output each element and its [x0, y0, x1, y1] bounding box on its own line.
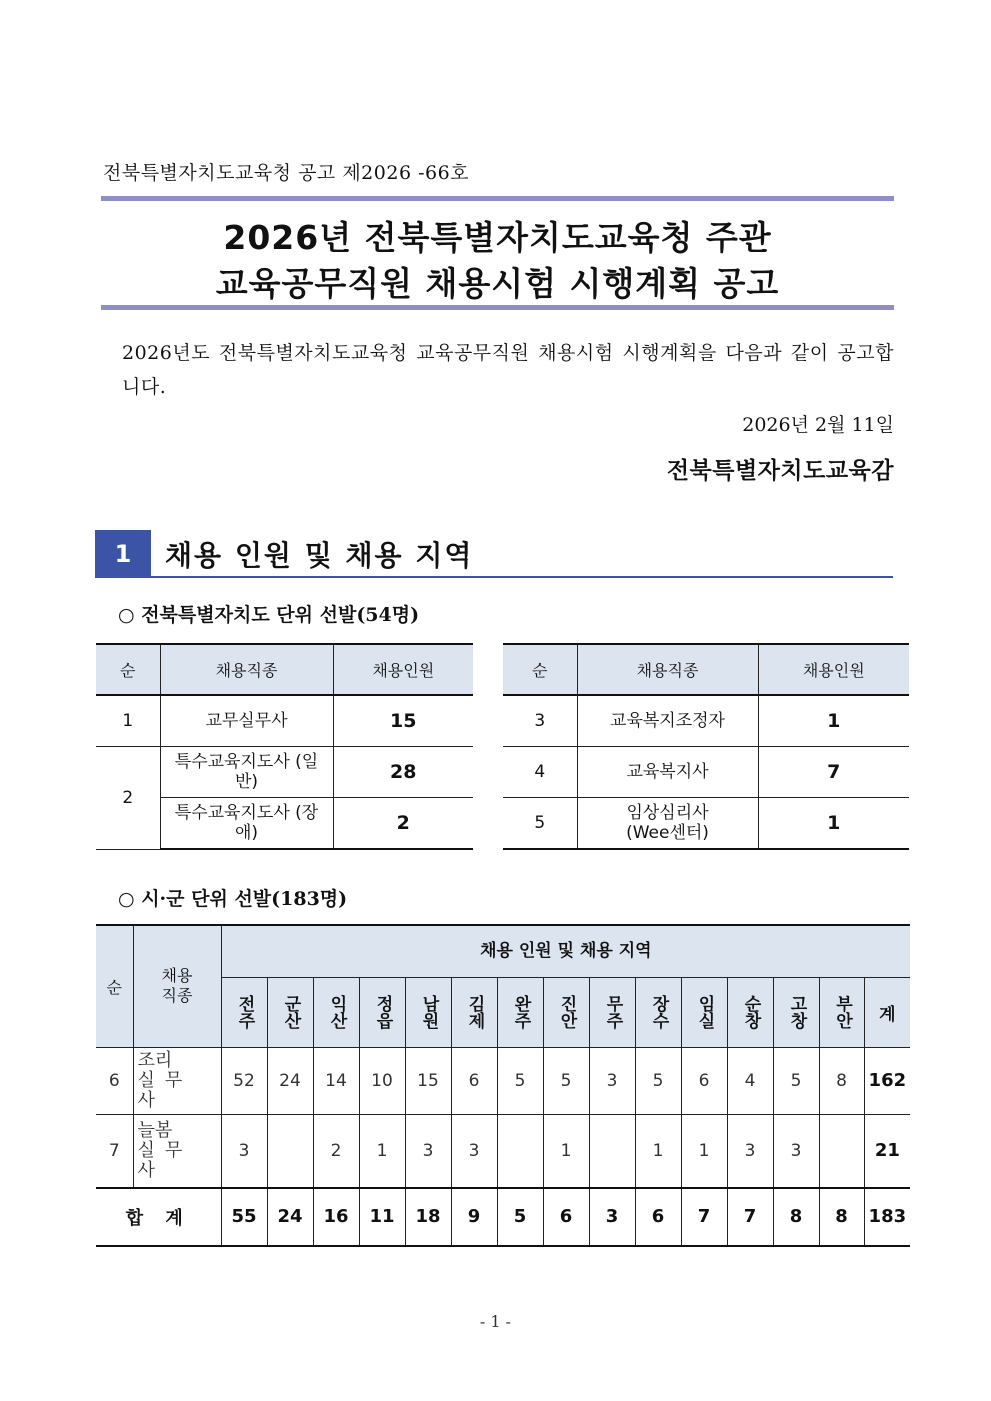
row-job — [133, 1114, 221, 1188]
row-count: 1 — [758, 798, 909, 850]
region-value: 3 — [727, 1114, 773, 1188]
sum-value: 18 — [405, 1188, 451, 1246]
region-value: 15 — [405, 1047, 451, 1114]
row-job — [133, 1047, 221, 1114]
region-header: 무주 — [589, 977, 635, 1047]
row-count: 28 — [333, 747, 473, 798]
region-value — [819, 1114, 864, 1188]
top-rule — [101, 196, 894, 201]
city-heading: ○ 시·군 단위 선발(183명) — [118, 888, 348, 910]
row-total: 162 — [864, 1047, 910, 1114]
region-value — [589, 1114, 635, 1188]
job-label-b: 실무사 — [137, 1139, 193, 1181]
row-job: 임상심리사 (Wee센터) — [577, 798, 758, 850]
row-no: 3 — [503, 695, 577, 747]
region-header: 진안 — [543, 977, 589, 1047]
region-value: 5 — [635, 1047, 681, 1114]
table-row — [503, 695, 909, 747]
job-label-a: 늘봄 — [137, 1119, 173, 1141]
region-header: 정읍 — [359, 977, 405, 1047]
sum-value: 8 — [773, 1188, 819, 1246]
sum-value: 55 — [221, 1188, 267, 1246]
job-label-top — [138, 1051, 217, 1071]
region-value — [267, 1114, 313, 1188]
region-header: 고창 — [773, 977, 819, 1047]
region-value: 3 — [773, 1114, 819, 1188]
sum-row — [96, 1188, 910, 1246]
row-count: 15 — [333, 695, 473, 747]
region-value: 3 — [451, 1114, 497, 1188]
region-value: 8 — [819, 1047, 864, 1114]
province-heading: ○ 전북특별자치도 단위 선발(54명) — [118, 604, 420, 626]
region-value: 6 — [681, 1047, 727, 1114]
row-job: 교육복지조정자 — [577, 695, 758, 747]
region-value: 5 — [773, 1047, 819, 1114]
region-value: 14 — [313, 1047, 359, 1114]
region-value: 24 — [267, 1047, 313, 1114]
region-header: 임실 — [681, 977, 727, 1047]
signer: 전북특별자치도교육감 — [666, 457, 894, 484]
table-row — [96, 1114, 910, 1188]
section-underline — [151, 576, 893, 578]
sum-value: 9 — [451, 1188, 497, 1246]
region-value: 5 — [543, 1047, 589, 1114]
row-total: 21 — [864, 1114, 910, 1188]
region-value: 3 — [589, 1047, 635, 1114]
sum-value: 6 — [543, 1188, 589, 1246]
section-title: 채용 인원 및 채용 지역 — [165, 539, 474, 572]
region-header: 남원 — [405, 977, 451, 1047]
city-table — [96, 924, 910, 1247]
intro-text: 2026년도 전북특별자치도교육청 교육공무직원 채용시험 시행계획을 다음과 같이 공고합니다. — [122, 342, 894, 398]
row-job: 특수교육지도사 (장애) — [160, 798, 333, 850]
col-header-group: 채용 인원 및 채용 지역 — [221, 925, 910, 977]
region-header: 김제 — [451, 977, 497, 1047]
region-header: 순창 — [727, 977, 773, 1047]
sum-value: 7 — [727, 1188, 773, 1246]
region-value: 3 — [405, 1114, 451, 1188]
section-number: 1 — [95, 530, 151, 578]
notice-date: 2026년 2월 11일 — [742, 414, 894, 436]
region-header: 전주 — [221, 977, 267, 1047]
sum-label: 합 계 — [96, 1188, 221, 1246]
title-line-2: 교육공무직원 채용시험 시행계획 공고 — [215, 264, 780, 303]
region-value: 52 — [221, 1047, 267, 1114]
sum-value: 11 — [359, 1188, 405, 1246]
region-value: 1 — [359, 1114, 405, 1188]
sum-value: 24 — [267, 1188, 313, 1246]
col-header-job: 채용직종 — [160, 644, 333, 695]
col-header-count: 채용인원 — [758, 644, 909, 695]
row-no: 2 — [96, 747, 160, 850]
sum-value: 5 — [497, 1188, 543, 1246]
row-count: 7 — [758, 747, 909, 798]
sum-value: 16 — [313, 1188, 359, 1246]
title-line-1: 2026년 전북특별자치도교육청 주관 — [223, 218, 772, 257]
row-no: 5 — [503, 798, 577, 850]
col-header-job: 채용 직종 — [133, 925, 221, 1047]
region-value: 1 — [635, 1114, 681, 1188]
table-row — [503, 798, 909, 850]
sum-total: 183 — [864, 1188, 910, 1246]
region-value: 4 — [727, 1047, 773, 1114]
region-value: 10 — [359, 1047, 405, 1114]
region-header: 군산 — [267, 977, 313, 1047]
region-value: 3 — [221, 1114, 267, 1188]
sum-value: 3 — [589, 1188, 635, 1246]
table-row — [503, 747, 909, 798]
row-count: 2 — [333, 798, 473, 850]
region-value — [497, 1114, 543, 1188]
table-row — [96, 695, 473, 747]
row-job: 교육복지사 — [577, 747, 758, 798]
col-header-no: 순 — [503, 644, 577, 695]
job-label-b: 실무사 — [137, 1069, 193, 1111]
region-value: 2 — [313, 1114, 359, 1188]
province-table-right — [503, 643, 909, 850]
col-header-job: 채용직종 — [577, 644, 758, 695]
table-row — [96, 1047, 910, 1114]
row-no: 1 — [96, 695, 160, 747]
sum-value: 7 — [681, 1188, 727, 1246]
region-value: 6 — [451, 1047, 497, 1114]
region-header: 장수 — [635, 977, 681, 1047]
region-header: 익산 — [313, 977, 359, 1047]
notice-number: 전북특별자치도교육청 공고 제2026 -66호 — [103, 162, 470, 184]
region-header: 부안 — [819, 977, 864, 1047]
region-value: 1 — [543, 1114, 589, 1188]
region-value: 1 — [681, 1114, 727, 1188]
col-header-count: 채용인원 — [333, 644, 473, 695]
row-count: 1 — [758, 695, 909, 747]
row-no: 7 — [96, 1114, 133, 1188]
col-header-no: 순 — [96, 644, 160, 695]
sum-value: 8 — [819, 1188, 864, 1246]
province-table-left — [96, 643, 473, 850]
table-row — [96, 747, 473, 798]
region-value: 5 — [497, 1047, 543, 1114]
row-no: 6 — [96, 1047, 133, 1114]
job-label-a: 조리 — [137, 1049, 173, 1071]
row-job: 특수교육지도사 (일반) — [160, 747, 333, 798]
region-header: 완주 — [497, 977, 543, 1047]
col-header-no: 순 — [96, 925, 133, 1047]
sum-value: 6 — [635, 1188, 681, 1246]
row-job: 교무실무사 — [160, 695, 333, 747]
bottom-rule — [101, 305, 894, 310]
col-header-total: 계 — [864, 977, 910, 1047]
row-no: 4 — [503, 747, 577, 798]
page-number: - 1 - — [479, 1312, 512, 1331]
